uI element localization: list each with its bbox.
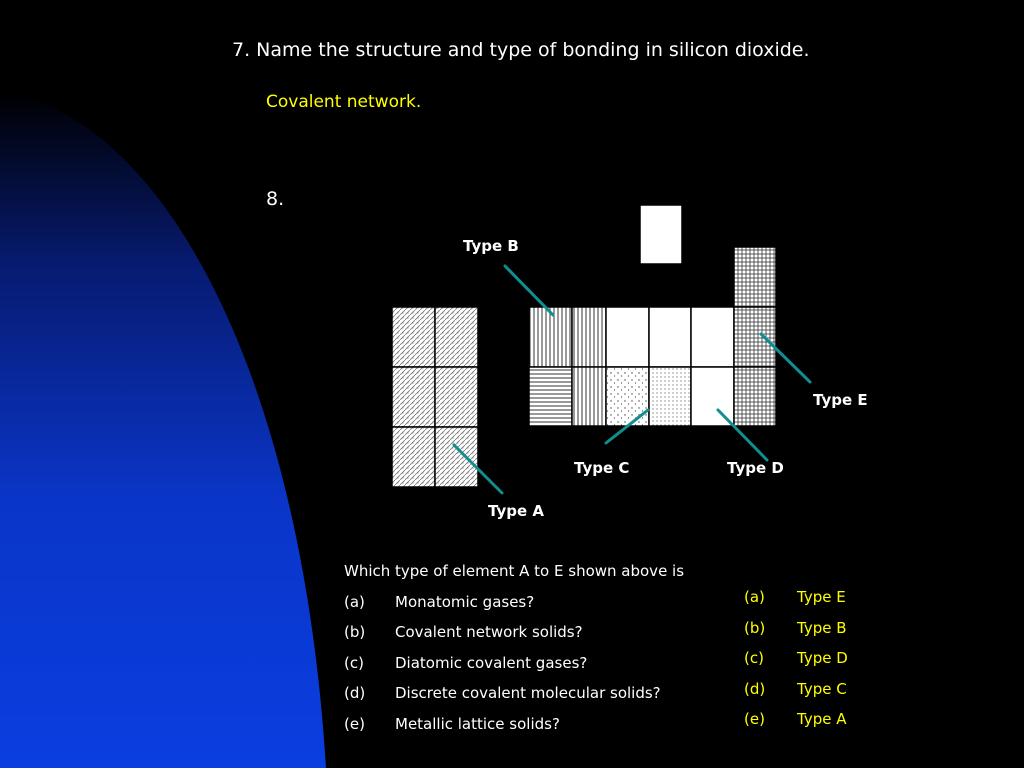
label-type-c: Type C <box>574 459 630 477</box>
block-type-e <box>734 247 776 426</box>
label-type-a: Type A <box>488 502 544 520</box>
answer-item <box>744 649 848 667</box>
label-type-d: Type D <box>727 459 784 477</box>
block-p-row-1 <box>529 307 734 367</box>
question-text: Metallic lattice solids? <box>395 715 560 733</box>
question-key: (d) <box>344 684 366 702</box>
answer-key: (d) <box>744 680 766 698</box>
answer-text: Type C <box>797 680 847 698</box>
block-p-row-2 <box>529 367 734 426</box>
answer-text: Type D <box>797 649 848 667</box>
block-type-a <box>392 307 478 487</box>
question-key: (e) <box>344 715 365 733</box>
question-key: (b) <box>344 623 366 641</box>
question-item <box>344 684 661 702</box>
question-text: Monatomic gases? <box>395 593 535 611</box>
answer-key: (c) <box>744 649 764 667</box>
answer-item <box>744 710 846 728</box>
label-type-b: Type B <box>463 237 519 255</box>
question-item <box>344 623 583 641</box>
answer-key: (b) <box>744 619 766 637</box>
question-7-text: 7. Name the structure and type of bonding in silicon dioxide. <box>232 39 810 61</box>
question-item <box>344 654 587 672</box>
question-text: Diatomic covalent gases? <box>395 654 588 672</box>
question-8-number: 8. <box>266 188 285 210</box>
answer-key: (e) <box>744 710 765 728</box>
question-7-answer: Covalent network. <box>266 92 422 112</box>
question-8-intro: Which type of element A to E shown above is <box>344 562 685 580</box>
answer-text: Type A <box>797 710 847 728</box>
answer-item <box>744 619 847 637</box>
answer-text: Type B <box>797 619 847 637</box>
question-text: Discrete covalent molecular solids? <box>395 684 661 702</box>
answer-item <box>744 588 846 606</box>
question-item <box>344 715 560 733</box>
answer-key: (a) <box>744 588 765 606</box>
hydrogen-box <box>640 205 682 264</box>
question-key: (c) <box>344 654 364 672</box>
question-item <box>344 593 534 611</box>
question-text: Covalent network solids? <box>395 623 583 641</box>
question-key: (a) <box>344 593 365 611</box>
label-type-e: Type E <box>813 391 868 409</box>
answer-item <box>744 680 847 698</box>
answer-text: Type E <box>797 588 846 606</box>
